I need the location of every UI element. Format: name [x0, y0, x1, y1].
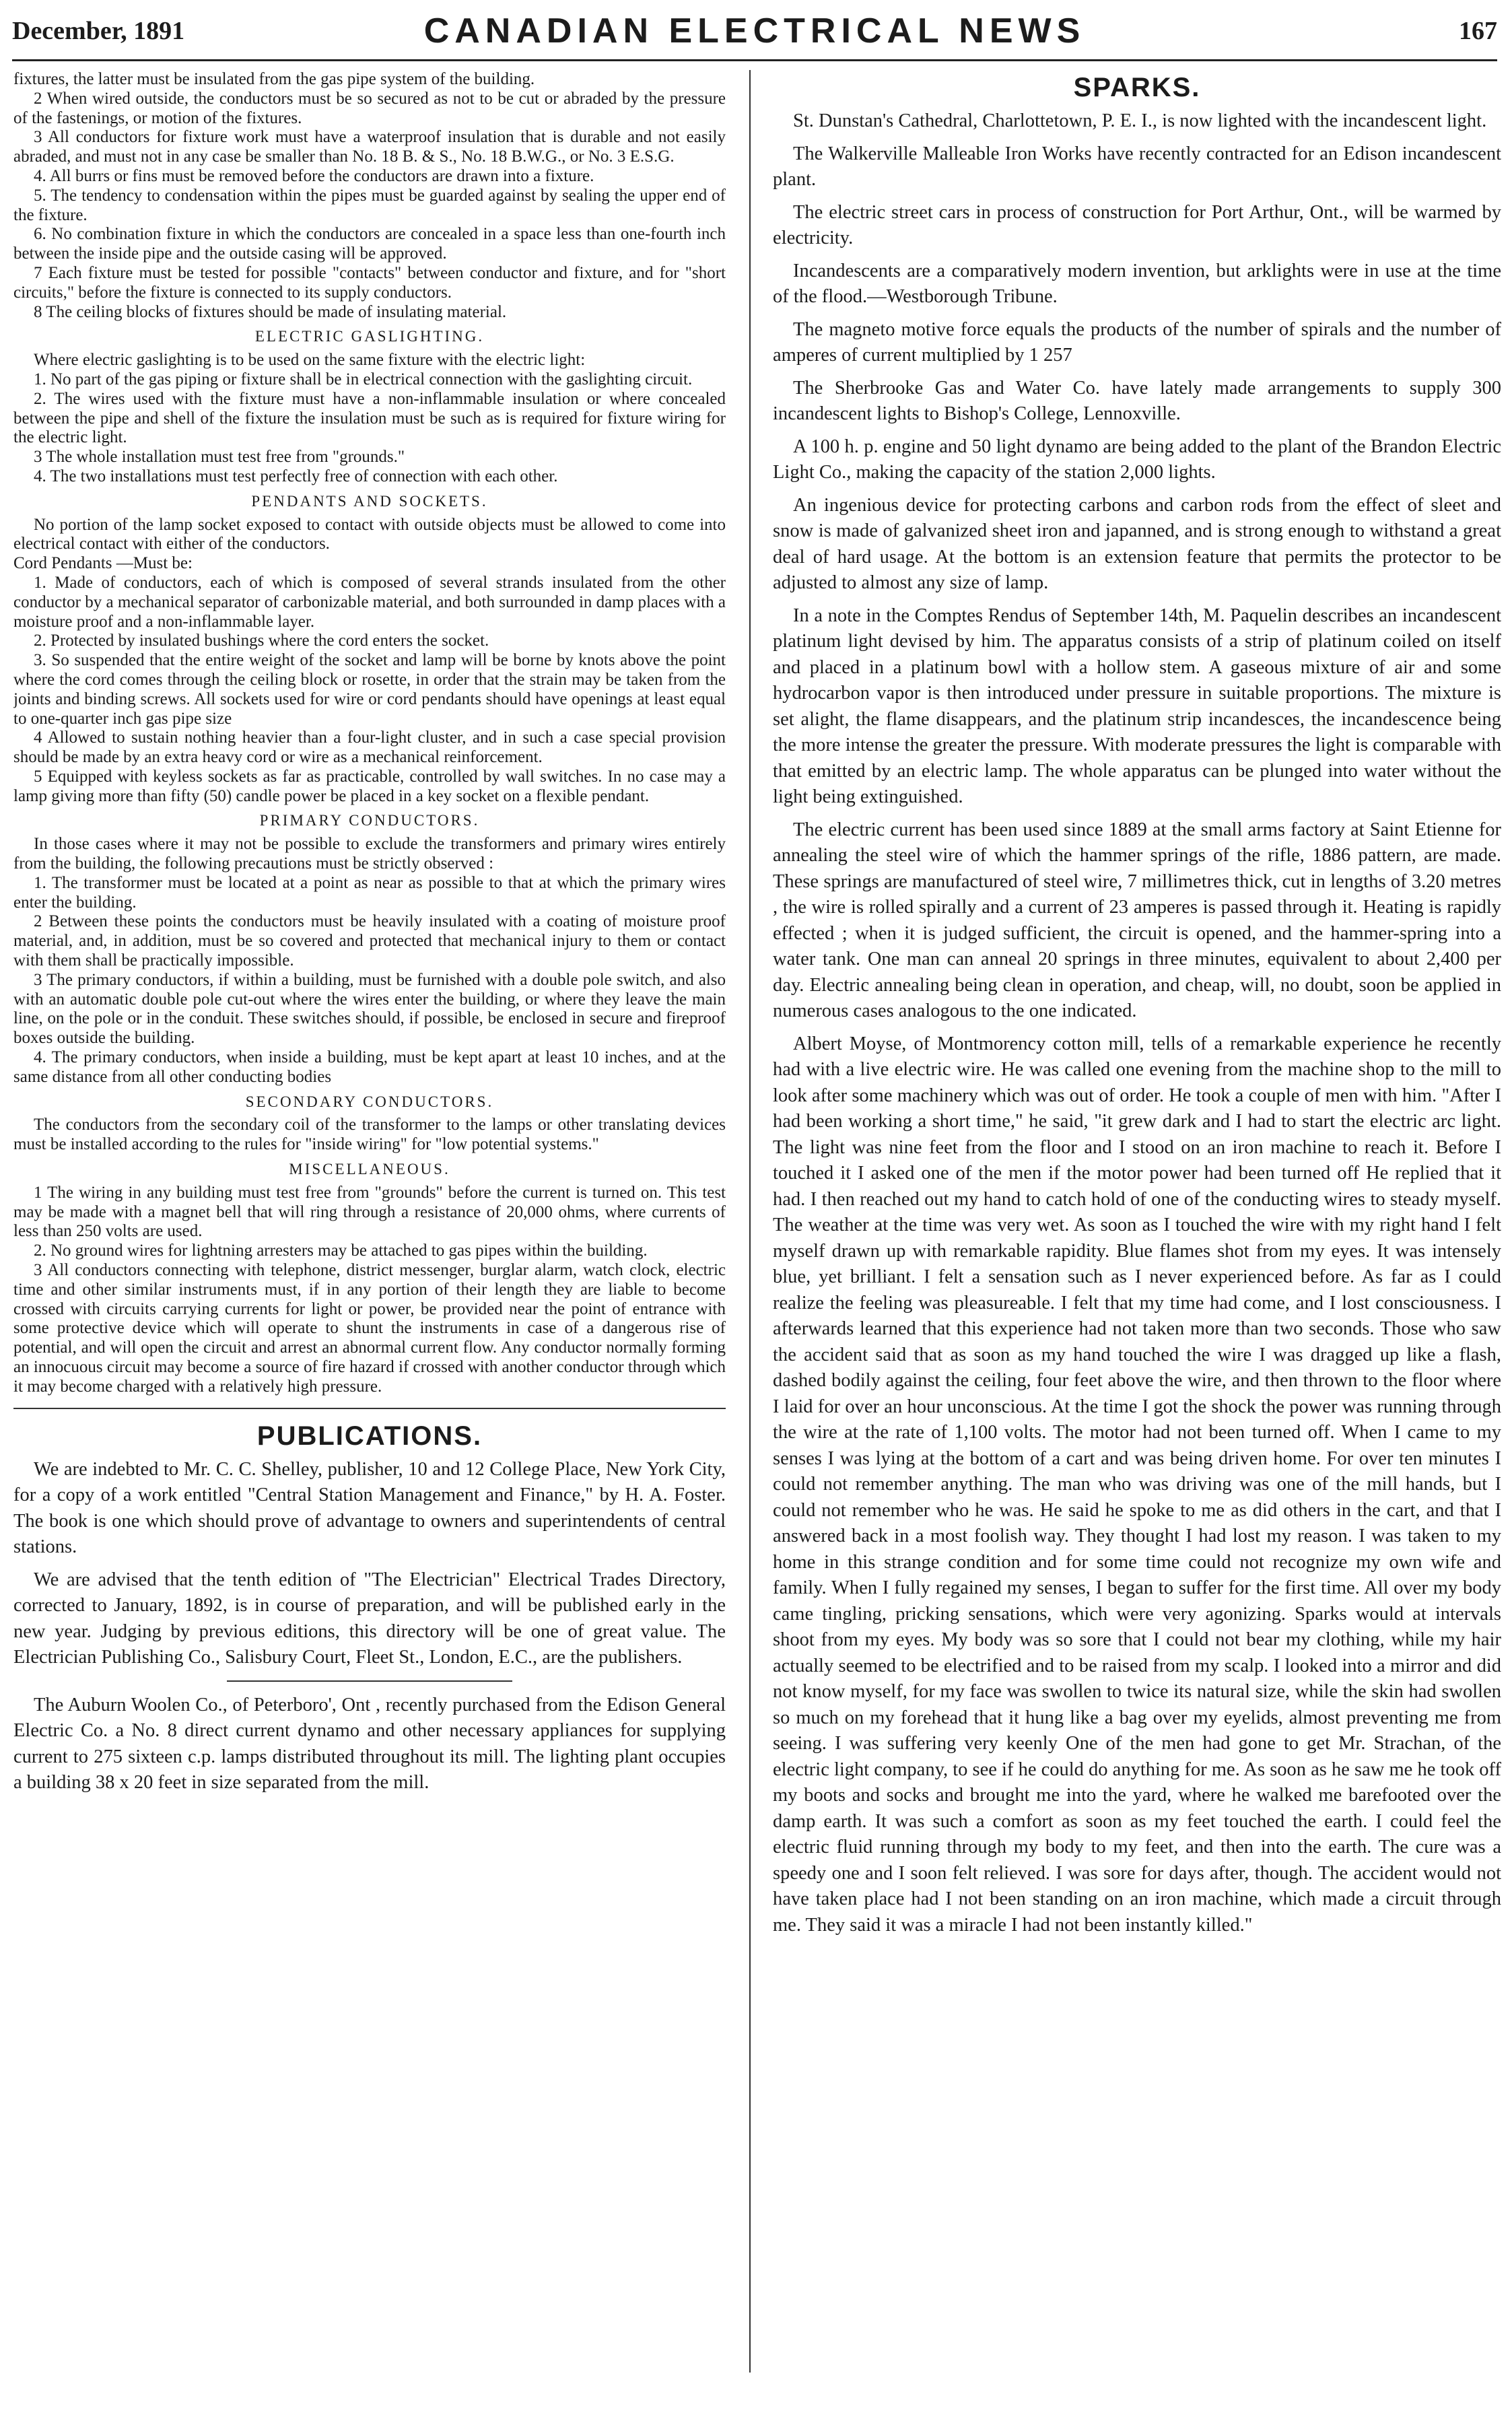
paragraph: 6. No combination fixture in which the conductors are concealed in a space less than one-fourth inch between the inside pipe and the outside casing will be approved. — [13, 225, 726, 263]
section-heading-gaslighting: ELECTRIC GASLIGHTING. — [254, 328, 485, 345]
publication-title: CANADIAN ELECTRICAL NEWS — [423, 11, 1086, 50]
paragraph: 1 The wiring in any building must test free from "grounds" before the current is turned on. This test may be made with a magnet bell that will ring through a resistance of 20,000 ohms, where currents of less than 250 volts are used. — [13, 1183, 726, 1241]
paragraph: 4. The primary conductors, when inside a building, must be kept apart at least 10 inches, and at the same distance from all other conducting bodies — [13, 1048, 726, 1086]
section-rule — [13, 1408, 726, 1409]
publications-section — [13, 1457, 726, 1796]
story-paragraph: Albert Moyse, of Montmorency cotton mill, tells of a remarkable experience he recently had with a live electric wire. He was called one evening from the machine shop to the mill to look after some machinery which was out of order. He took a couple of men with him. "After I had been working a short time," he said, "it grew dark and I had to start the electric arc light. The light was nine feet from the floor and I stood on an iron machine to reach it. Before I touched it I asked one of the men if the motor power had been turned off He replied that it had. I then reached out my hand to catch hold of one of the conducting wires to steady myself. The weather at the time was very wet. As soon as I touched the wire with my right hand I felt myself drawn up with remarkable rapidity. Blue flames shot from my eyes. It was intensely blue, yet brilliant. I felt a sensation such as I never experienced before. As far as I could realize the feeling was pleasureable. I felt that my time had come, and I lost consciousness. I afterwards learned that this experience had not taken more than two seconds. Those who saw the accident said that as soon as my hand touched the wire I was dragged up like a flash, dashed bodily against the ceiling, four feet above the wire, and then thrown to the floor where I laid for over an hour unconscious. At the time I got the shock the power was running through the wire at the rate of 1,100 volts. The motor had not been turned off. When I came to my senses I was lying at the bottom of a cart and was being driven home. For over ten minutes I could not remember anything. The man who was driving was one of the mill hands, but I could not remember who he was. He said he spoke to me as did others in the cart, and that I answered back in a most foolish way. They thought I had lost my reason. I was taken to my home in this strange condition and for some time could not recognize my own wife and family. When I fully regained my senses, I began to suffer for the first time. All over my body came tingling, pricking sensations, which were very agonizing. Sparks would at intervals shoot from my eyes. My body was so sore that I could not bear my clothing, while my hair actually seemed to be electrified and to be raised from my scalp. I looked into a mirror and did not know myself, for my face was swollen to twice its natural size, while the skin had swollen so much on my forehead that it hung like a bag over my eyelids, almost preventing me from seeing. I was suffering very keenly One of the men had gone to get Mr. Strachan, of the electric light company, to see if he could do anything for me. As soon as he saw me he took off my boots and socks and brought me into the yard, where he walked me barefooted over the damp earth. It was such a comfort as soon as my feet touched the earth. I could feel the electric fluid running through my body to my feet, and then into the earth. The cure was a speedy one and I soon felt relieved. I was sore for days after, though. The accident would not have taken place had I not been standing on an iron machine, which made a circuit through me. They said it was a miracle I had not been instantly killed." — [773, 1033, 1501, 1936]
section-heading-secondary: SECONDARY CONDUCTORS. — [245, 1093, 494, 1110]
right-column — [773, 70, 1501, 2406]
spark-item: The Walkerville Malleable Iron Works have recently contracted for an Edison incandescent plant. — [773, 143, 1501, 190]
section-heading-misc: MISCELLANEOUS. — [289, 1161, 450, 1178]
spark-item: An ingenious device for protecting carbons and carbon rods from the effect of sleet and snow is made of galvanized sheet iron and japanned, and is strong enough to withstand a great deal of hard usage. At the bottom is an extension feature that permits the protector to be adjusted to almost any size of lamp. — [773, 494, 1501, 593]
paragraph: In those cases where it may not be possible to exclude the transformers and primary wires entirely from the building, the following precautions must be strictly observed : — [13, 835, 726, 873]
paragraph: 3 The primary conductors, if within a building, must be furnished with a double pole switch, and also with an automatic double pole cut-out where the wires enter the building, or where they leave the main line, on the pole or in the conduit. These switches should, if possible, be enclosed in secure and fireproof boxes outside the building. — [13, 970, 726, 1048]
paragraph: We are indebted to Mr. C. C. Shelley, publisher, 10 and 12 College Place, New York City, for a copy of a work entitled "Central Station Management and Finance," by H. A. Foster. The book is one which should prove of advantage to owners and superintendents of central stations. — [13, 1458, 726, 1558]
paragraph: fixtures, the latter must be insulated from the gas pipe system of the building. — [13, 70, 535, 88]
masthead-rule — [12, 59, 1497, 61]
paragraph: 3 The whole installation must test free from "grounds." — [34, 448, 405, 467]
paragraph: 8 The ceiling blocks of fixtures should be made of insulating material. — [34, 302, 507, 321]
spark-item: The electric street cars in process of construction for Port Arthur, Ont., will be warmed by electricity. — [773, 201, 1501, 248]
paragraph: 2. Protected by insulated bushings where the cord enters the socket. — [34, 632, 489, 650]
masthead — [12, 7, 1497, 61]
paragraph: 2. No ground wires for lightning arresters may be attached to gas pipes within the building. — [34, 1241, 648, 1260]
left-column — [13, 70, 726, 2406]
spark-item: The magneto motive force equals the products of the number of spirals and the number of amperes of current multiplied by 1 257 — [773, 318, 1501, 366]
publications-heading: PUBLICATIONS. — [256, 1421, 483, 1451]
page-number: 167 — [1459, 17, 1497, 45]
paragraph: 4. All burrs or fins must be removed before the conductors are drawn into a fixture. — [34, 166, 594, 185]
paragraph: No portion of the lamp socket exposed to contact with outside objects must be allowed to come into electrical contact with either of the conductors. — [13, 515, 726, 553]
paragraph: The conductors from the secondary coil of the transformer to the lamps or other translating devices must be installed according to the rules for "inside wiring" for "low potential systems." — [13, 1116, 726, 1154]
paragraph: 5 Equipped with keyless sockets as far as practicable, controlled by wall switches. In no case may a lamp giving more than fifty (50) candle power be placed in a key socket on a flexible pendant. — [13, 767, 726, 805]
section-heading-primary: PRIMARY CONDUCTORS. — [259, 812, 480, 829]
paragraph: 5. The tendency to condensation within the pipes must be guarded against by sealing the upper end of the fixture. — [13, 186, 726, 224]
paragraph: 4. The two installations must test perfectly free of connection with each other. — [34, 467, 558, 485]
spark-item: A 100 h. p. engine and 50 light dynamo are being added to the plant of the Brandon Electric Light Co., making the capacity of the station 2,000 lights. — [773, 436, 1501, 483]
spark-item: Incandescents are a comparatively modern invention, but arklights were in use at the time of the flood.—Westborough Tribune. — [773, 260, 1501, 307]
fixture-rules — [13, 70, 726, 1397]
paragraph: Where electric gaslighting is to be used on the same fixture with the electric light: — [34, 351, 586, 370]
paragraph: The Auburn Woolen Co., of Peterboro', Ont , recently purchased from the Edison General Electric Co. a No. 8 direct current dynamo and other necessary appliances for supplying current to 275 sixteen c.p. lamps distributed throughout its mill. The lighting plant occupies a building 38 x 20 feet in size separated from the mill. — [13, 1694, 726, 1794]
moyse-story — [773, 1031, 1501, 1939]
spark-item: The electric current has been used since 1889 at the small arms factory at Saint Etienne for annealing the steel wire of which the hammer springs of the rifle, 1886 pattern, are made. These springs are manufactured of steel wire, 7 millimetres thick, cut in lengths of 3.20 metres , the wire is rolled spirally and a current of 23 amperes is passed through it. Heating is rapidly effected ; when it is judged sufficient, the circuit is opened, and the hammer-spring into a water tank. One man can anneal 20 springs in three minutes, equivalent to about 2,400 per day. Electric annealing being clean in operation, and cheap, will, no doubt, soon be applied in numerous cases analogous to the one indicated. — [773, 819, 1501, 1021]
sparks-section — [773, 108, 1501, 1938]
paragraph: 7 Each fixture must be tested for possible "contacts" between conductor and fixture, and for "short circuits," before the fixture is connected to its supply conductors. — [13, 263, 726, 302]
paragraph: 3. So suspended that the entire weight of the socket and lamp will be borne by knots above the point where the cord comes through the ceiling block or rosette, in order that the strain may be taken from the joints and binding screws. All sockets used for wire or cord pendants should have openings at least equal to one-quarter inch gas pipe size — [13, 651, 726, 728]
paragraph: 1. The transformer must be located at a point as near as possible to that at which the primary wires enter the building. — [13, 873, 726, 912]
paragraph: 1. No part of the gas piping or fixture shall be in electrical connection with the gaslighting circuit. — [34, 370, 693, 388]
paragraph: Cord Pendants —Must be: — [13, 554, 193, 573]
sparks-heading: SPARKS. — [1073, 73, 1201, 102]
issue-date: December, 1891 — [12, 17, 185, 45]
section-heading-pendants: PENDANTS AND SOCKETS. — [251, 492, 488, 510]
spark-item: The Sherbrooke Gas and Water Co. have lately made arrangements to supply 300 incandescent lights to Bishop's College, Lennoxville. — [773, 377, 1501, 424]
paragraph: 3 All conductors for fixture work must have a waterproof insulation that is durable and not easily abraded, and must not in any case be smaller than No. 18 B. & S., No. 18 B.W.G., or No. 3 E.S.G. — [13, 128, 726, 166]
paragraph: 2. The wires used with the fixture must have a non-inflammable insulation or where concealed between the pipe and shell of the fixture the insulation must be such as is required for fixture wiring for the electric light. — [13, 389, 726, 447]
paragraph: 2 Between these points the conductors must be heavily insulated with a coating of moisture proof material, and, in addition, must be so covered and protected that mechanical injury to them or contact with them shall be practically impossible. — [13, 912, 726, 970]
column-divider — [749, 70, 751, 2373]
paragraph: 3 All conductors connecting with telephone, district messenger, burglar alarm, watch clock, electric time and other similar instruments must, if in any portion of their length they are liable to become crossed with circuits carrying currents for light or power, be provided near the point of entrance with some protective device which will operate to shunt the instruments in case of a dangerous rise of potential, and will open the circuit and arrest an abnormal current flow. Any conductor normally forming an innocuous circuit may become a source of fire hazard if crossed with another conductor through which it may become charged with a relatively high pressure. — [13, 1261, 726, 1396]
paragraph: We are advised that the tenth edition of "The Electrician" Electrical Trades Directory, corrected to January, 1892, is in course of preparation, and will be published early in the new year. Judging by previous editions, this directory will be one of great value. The Electrician Publishing Co., Salisbury Court, Fleet St., London, E.C., are the publishers. — [13, 1569, 726, 1668]
item-rule — [227, 1680, 512, 1682]
spark-item: In a note in the Comptes Rendus of September 14th, M. Paquelin describes an incandescent platinum light devised by him. The apparatus consists of a strip of platinum coiled on itself and placed in a platinum bowl with a hollow stem. A gaseous mixture of air and some hydrocarbon vapor is then introduced under pressure in suitable proportions. The mixture is set alight, the flame disappears, and the platinum strip incandesces, the incandescence being the more intense the greater the pressure. With moderate pressures the light is comparable with that emitted by an electric lamp. The whole apparatus can be plunged into water without the light being extinguished. — [773, 605, 1501, 807]
spark-item: St. Dunstan's Cathedral, Charlottetown, P. E. I., is now lighted with the incandescent light. — [793, 110, 1487, 131]
paragraph: 4 Allowed to sustain nothing heavier than a four-light cluster, and in such a case special provision should be made by an extra heavy cord or wire as a mechanical reinforcement. — [13, 728, 726, 767]
paragraph: 2 When wired outside, the conductors must be so secured as not to be cut or abraded by the pressure of the fastenings, or motion of the fixtures. — [13, 89, 726, 127]
paragraph: 1. Made of conductors, each of which is composed of several strands insulated from the other conductor by a mechanical separator of carbonizable material, and both surrounded in damp places with a moisture proof and a non-inflammable layer. — [13, 573, 726, 631]
